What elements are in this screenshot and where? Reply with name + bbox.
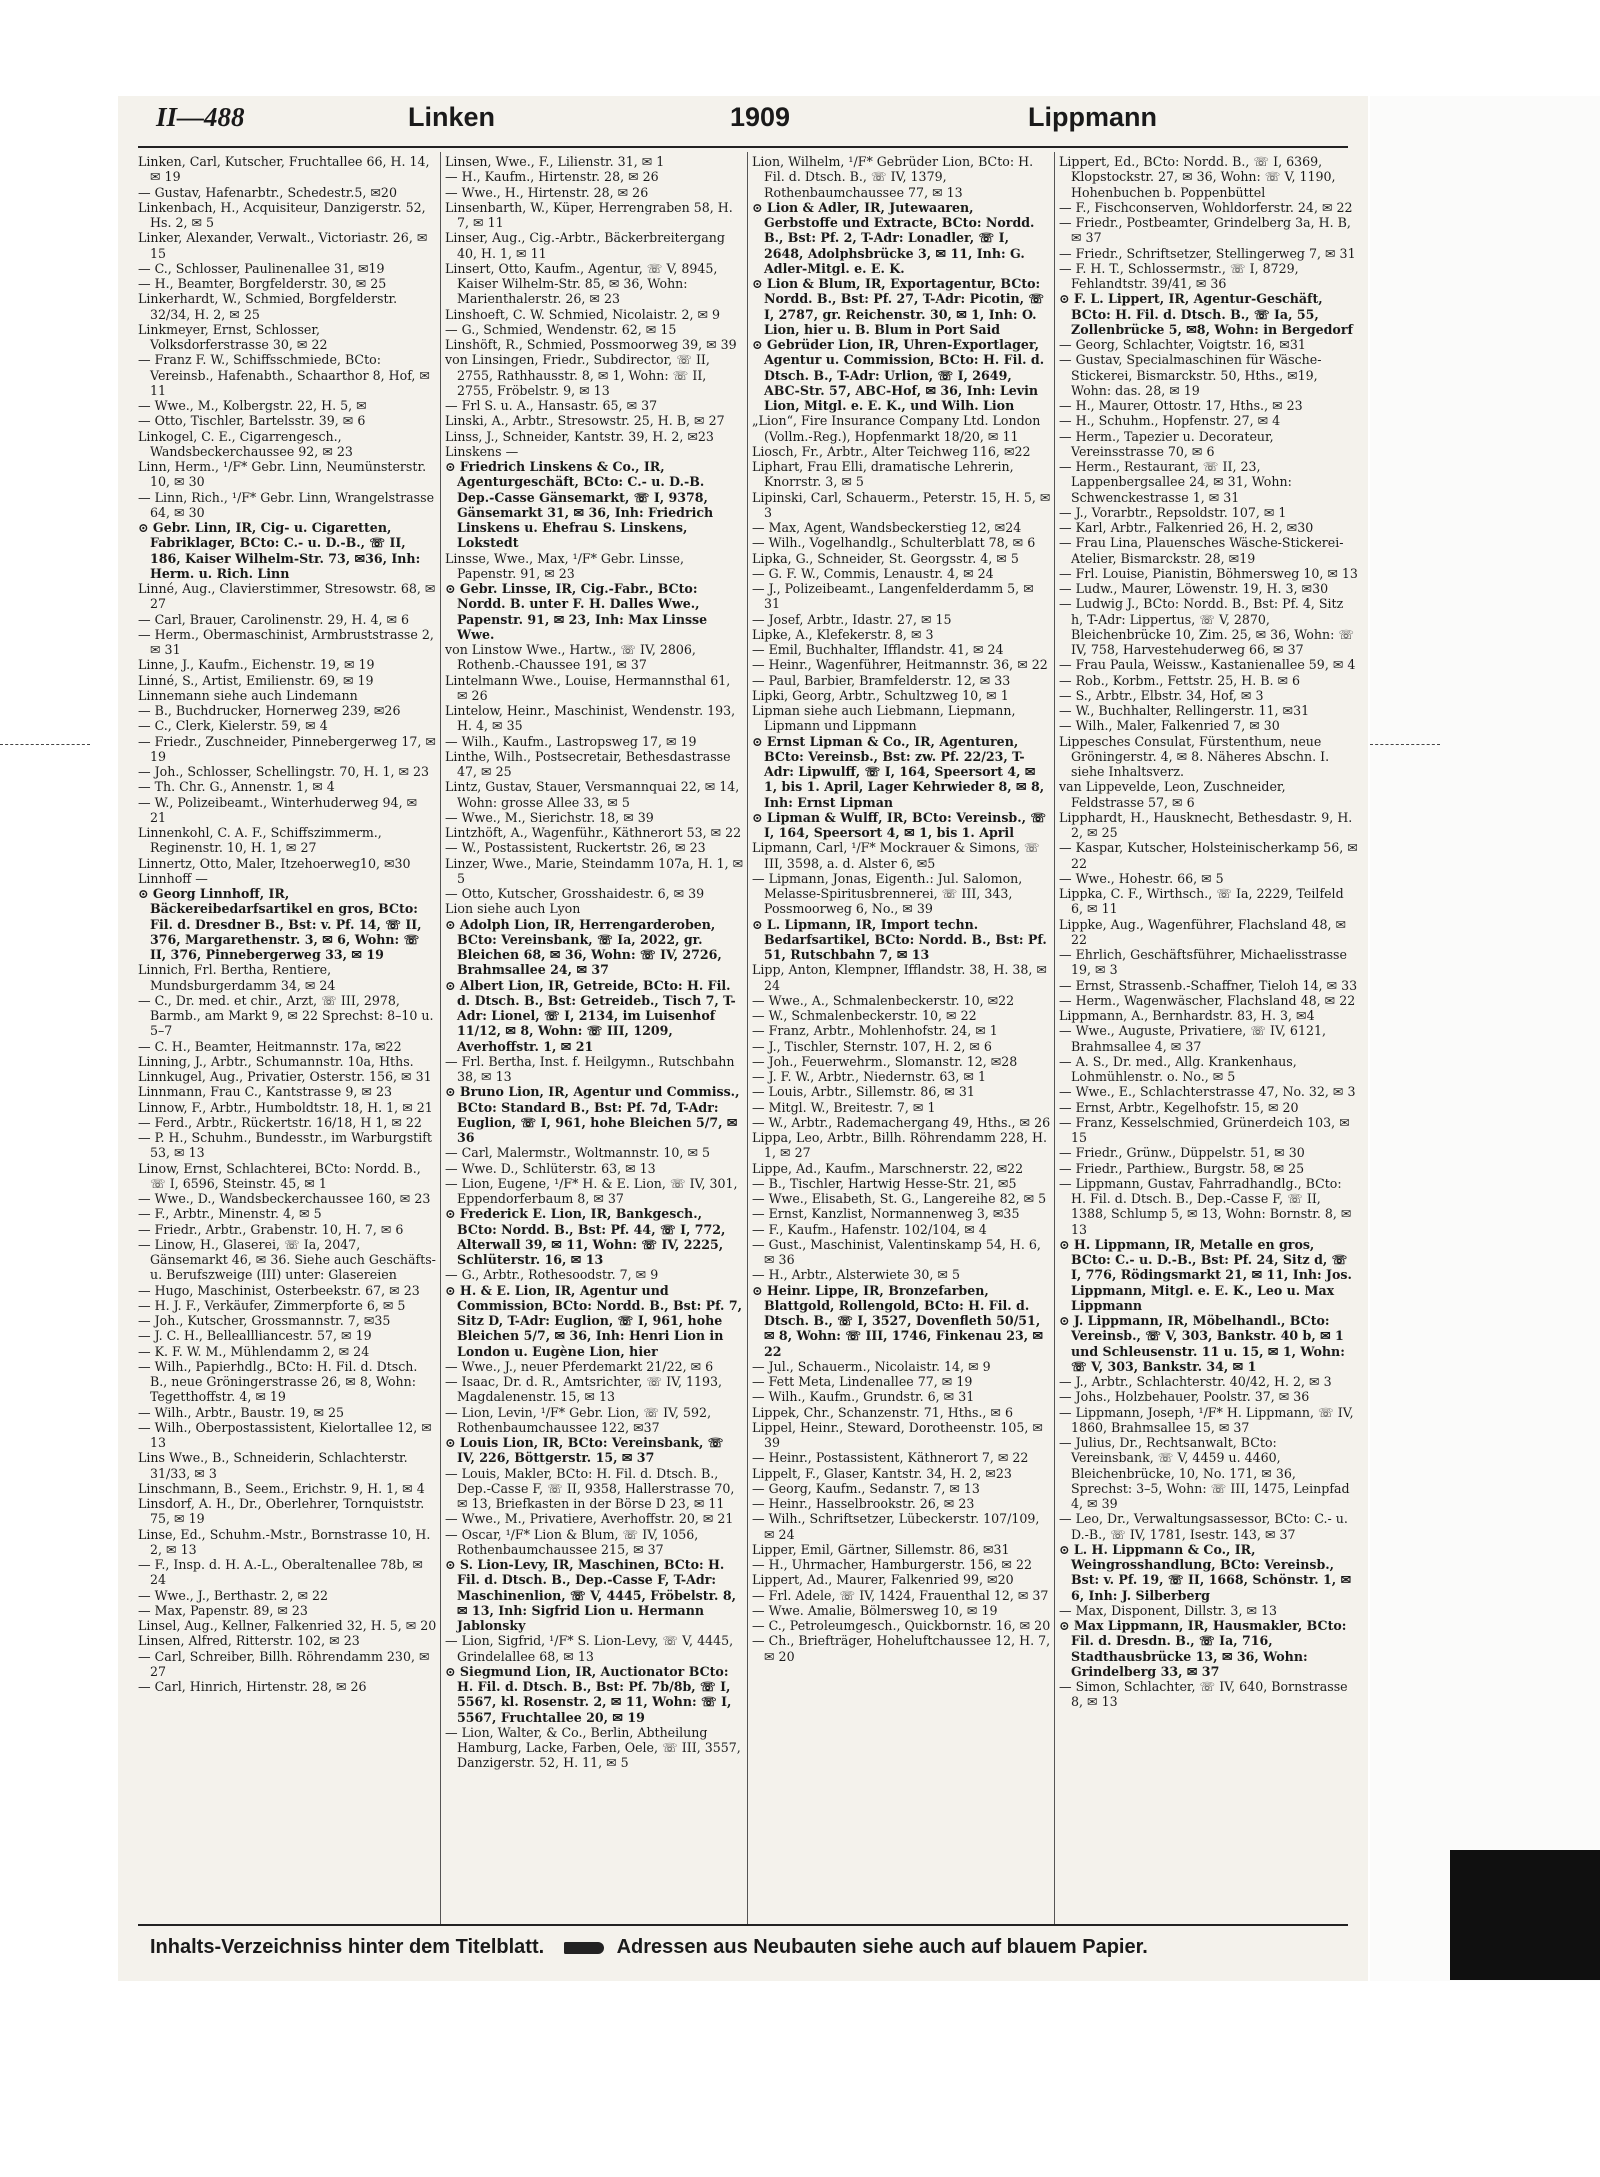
firm-entry: ⊙ Georg Linnhoff, IR, Bäckereibedarfsartikel en gros, BCto: Fil. d. Dresdner B., Bst: v. Pf. 14, ☏ II, 376, Margarethenstr. 3, ✉ 6, Wohn: ☏ II, 376, Pinnebergerweg 33, ✉ 19 [138,886,422,962]
left-running-title: Linken [408,102,496,132]
firm-entry: ⊙ Lipman & Wulff, IR, BCto: Vereinsb., ☏ I, 164, Speersort 4, ✉ 1, bis 1. April [752,809,1047,840]
directory-entry: — J., Tischler, Sternstr. 107, H. 2, ✉ 6 [752,1038,992,1054]
directory-entry: — Isaac, Dr. d. R., Amtsrichter, ☏ IV, 1193, Magdalenenstr. 15, ✉ 13 [445,1374,723,1405]
directory-entry: — W., Schmalenbeckerstr. 10, ✉ 22 [752,1008,977,1023]
directory-entry: — Otto, Kutscher, Grosshaidestr. 6, ✉ 39 [445,886,705,901]
directory-entry: Lintzhöft, A., Wagenführ., Käthnerort 53, ✉ 22 [445,825,742,840]
directory-entry: — Lippmann, Joseph, ¹/F* H. Lippmann, ☏ IV, 1860, Brahmsallee 15, ✉ 37 [1059,1404,1354,1435]
directory-entry: — Heinr., Postassistent, Käthnerort 7, ✉ 22 [752,1450,1029,1466]
directory-entry: — Wilh., Maler, Falkenried 7, ✉ 30 [1059,718,1280,734]
directory-entry: Linnich, Frl. Bertha, Rentiere, Mundsburgerdamm 34, ✉ 24 [138,962,336,993]
directory-entry: — Julius, Dr., Rechtsanwalt, BCto: Vereinsbank, ☏ V, 4459 u. 4460, Bleichenbrücke, 10, No. 171, ✉ 36, Sprechst: 3–5, Wohn: ☏ III, 1475, Leinpfad 4, ✉ 39 [1059,1435,1350,1511]
firm-entry: ⊙ J. Lippmann, IR, Möbelhandl., BCto: Vereinsb., ☏ V, 303, Bankstr. 40 b, ✉ 1 und Schleusenstr. 11 u. 15, ✉ 1, Wohn: ☏ V, 303, Bankstr. 34, ✉ 1 [1059,1313,1345,1374]
right-running-title: Lippmann [1028,102,1157,132]
directory-entry: — Friedr., Zuschneider, Pinnebergerweg 17, ✉ 19 [138,733,436,764]
directory-entry: — Wwe., M., Privatiere, Averhoffstr. 20, ✉ 21 [445,1511,734,1527]
directory-entry: — Herm., Tapezier u. Decorateur, Vereinsstrasse 70, ✉ 6 [1059,428,1274,459]
directory-entry: Lipp, Anton, Klempner, Ifflandstr. 38, H. 38, ✉ 24 [752,962,1047,993]
directory-entry: Linkogel, C. E., Cigarrengesch., Wandsbeckerchaussee 92, ✉ 23 [138,428,353,459]
column-4 [1059,154,1358,1922]
directory-entry: — Wwe. Amalie, Bölmersweg 10, ✉ 19 [752,1602,998,1618]
directory-entry: Linshoeft, C. W. Schmied, Nicolaistr. 2, ✉ 9 [445,306,721,322]
column-divider [440,152,441,1924]
directory-entry: „Lion“, Fire Insurance Company Ltd. London (Vollm.-Reg.), Hopfenmarkt 18/20, ✉ 11 [752,413,1041,444]
directory-entry: — Hugo, Maschinist, Osterbeekstr. 67, ✉ 23 [138,1282,420,1298]
directory-entry: Linnkugel, Aug., Privatier, Osterstr. 156, ✉ 31 [138,1069,432,1084]
directory-entry: — Heinr., Hasselbrookstr. 26, ✉ 23 [752,1496,975,1511]
directory-entry: — H., Uhrmacher, Hamburgerstr. 156, ✉ 22 [752,1557,1032,1572]
directory-entry: — Lion, Walter, & Co., Berlin, Abtheilung Hamburg, Lacke, Farben, Oele, ☏ III, 3557, Danzigerstr. 52, H. 11, ✉ 5 [445,1724,741,1771]
directory-entry: — Max, Disponent, Dillstr. 3, ✉ 13 [1059,1602,1278,1618]
directory-entry: — H. J. F., Verkäufer, Zimmerpforte 6, ✉ 5 [138,1297,406,1313]
directory-entry: — Wilh., Kaufm., Grundstr. 6, ✉ 31 [752,1389,975,1405]
directory-entry: Lippka, C. F., Wirthsch., ☏ Ia, 2229, Teilfeld 6, ✉ 11 [1059,886,1344,917]
directory-entry: — Otto, Tischler, Bartelsstr. 39, ✉ 6 [138,413,366,429]
directory-entry: — Frau Paula, Weissw., Kastanienallee 59, ✉ 4 [1059,657,1356,673]
directory-entry: — Wwe., H., Hirtenstr. 28, ✉ 26 [445,184,649,200]
directory-entry: Lipka, G., Schneider, St. Georgsstr. 4, ✉ 5 [752,550,1019,566]
directory-entry: — Herm., Obermaschinist, Armbruststrasse 2, ✉ 31 [138,626,434,657]
directory-entry: Lippel, Heinr., Steward, Dorotheenstr. 105, ✉ 39 [752,1419,1043,1450]
column-2 [445,154,744,1922]
directory-entry: — Frl. Bertha, Inst. f. Heilgymn., Rutschbahn 38, ✉ 13 [445,1053,735,1084]
directory-entry: — Wilh., Arbtr., Baustr. 19, ✉ 25 [138,1404,345,1420]
directory-entry: Linn, Herm., ¹/F* Gebr. Linn, Neumünsterstr. 10, ✉ 30 [138,459,427,490]
directory-entry: — Wwe., J., neuer Pferdemarkt 21/22, ✉ 6 [445,1358,714,1374]
directory-entry: Linthe, Wilh., Postsecretair, Bethesdastrasse 47, ✉ 25 [445,748,731,779]
directory-entry: Liphart, Frau Elli, dramatische Lehrerin, Knorrstr. 3, ✉ 5 [752,459,1014,490]
directory-entry: Linzer, Wwe., Marie, Steindamm 107a, H. 1, ✉ 5 [445,855,744,886]
directory-entry: — J., Polizeibeamt., Langenfelderdamm 5, ✉ 31 [752,581,1034,612]
directory-entry: — F., Arbtr., Minenstr. 4, ✉ 5 [138,1206,322,1222]
directory-entry: Linsenbarth, W., Küper, Herrengraben 58, H. 7, ✉ 11 [445,199,733,230]
directory-entry: — Ferd., Arbtr., Rückertstr. 16/18, H 1, ✉ 22 [138,1114,422,1130]
directory-entry: — F., Fischconserven, Wohldorferstr. 24, ✉ 22 [1059,199,1353,215]
directory-entry: Lippke, Aug., Wagenführer, Flachsland 48, ✉ 22 [1059,916,1347,947]
directory-entry: — W., Polizeibeamt., Winterhuderweg 94, ✉ 21 [138,794,418,825]
directory-entry: — H., Kaufm., Hirtenstr. 28, ✉ 26 [445,169,659,185]
directory-entry: Linkenbach, H., Acquisiteur, Danzigerstr. 52, Hs. 2, ✉ 5 [138,199,426,230]
directory-entry: Linss, J., Schneider, Kantstr. 39, H. 2, ✉23 [445,428,714,444]
directory-entry: Linkmeyer, Ernst, Schlosser, Volksdorferstrasse 30, ✉ 22 [138,321,328,352]
directory-entry: Linsen, Wwe., F., Lilienstr. 31, ✉ 1 [445,154,665,169]
column-divider [747,152,748,1924]
directory-page [118,96,1368,1981]
directory-entry: Linser, Aug., Cig.-Arbtr., Bäckerbreitergang 40, H. 1, ✉ 11 [445,230,725,261]
directory-entry: — Kaspar, Kutscher, Holsteinischerkamp 56, ✉ 22 [1059,840,1358,871]
directory-entry: — G., Arbtr., Rothesoodstr. 7, ✉ 9 [445,1267,659,1283]
directory-entry: — Frl. Louise, Pianistin, Böhmersweg 10, ✉ 13 [1059,565,1358,581]
directory-entry: — B., Buchdrucker, Hornerweg 239, ✉26 [138,703,401,718]
directory-entry: — Franz, Kesselschmied, Grünerdeich 103, ✉ 15 [1059,1114,1350,1145]
directory-entry: Linnow, F., Arbtr., Humboldtstr. 18, H. 1, ✉ 21 [138,1099,433,1115]
directory-entry: — Mitgl. W., Breitestr. 7, ✉ 1 [752,1099,936,1115]
directory-entry: Lipinski, Carl, Schauerm., Peterstr. 15, H. 5, ✉ 3 [752,489,1051,520]
directory-entry: — J., Arbtr., Schlachterstr. 40/42, H. 2, ✉ 3 [1059,1374,1332,1389]
directory-entry: Linsse, Wwe., Max, ¹/F* Gebr. Linsse, Papenstr. 91, ✉ 23 [445,550,685,581]
directory-entry: Linnmann, Frau C., Kantstrasse 9, ✉ 23 [138,1084,392,1100]
directory-entry: — Josef, Arbtr., Idastr. 27, ✉ 15 [752,611,952,627]
directory-entry: Lippe, Ad., Kaufm., Marschnerstr. 22, ✉22 [752,1160,1024,1176]
directory-entry: — H., Schuhm., Hopfenstr. 27, ✉ 4 [1059,413,1281,429]
firm-entry: ⊙ F. L. Lippert, IR, Agentur-Geschäft, BCto: H. Fil. d. Dtsch. B., ☏ Ia, 55, Zollenbrücke 5, ✉8, Wohn: in Bergedorf [1059,291,1353,337]
directory-entry: — Lipmann, Jonas, Eigenth.: Jul. Salomon, Melasse-Spiritusbrennerei, ☏ III, 343, Possmoorweg 6, No., ✉ 39 [752,870,1023,917]
directory-entry: Lipki, Georg, Arbtr., Schultzweg 10, ✉ 1 [752,687,1009,703]
column-1 [138,154,437,1922]
directory-entry: Liosch, Fr., Arbtr., Alter Teichweg 116, ✉22 [752,443,1031,459]
directory-entry: Lintelow, Heinr., Maschinist, Wendenstr. 193, H. 4, ✉ 35 [445,703,736,734]
directory-entry: Linow, Ernst, Schlachterei, BCto: Nordd. B., ☏ I, 6596, Steinstr. 45, ✉ 1 [138,1160,421,1191]
directory-entry: Lippesches Consulat, Fürstenthum, neue Gröningerstr. 4, ✉ 8. Näheres Abschn. I. siehe Inhaltsverz. [1059,733,1330,779]
directory-entry: — Louis, Arbtr., Sillemstr. 86, ✉ 31 [752,1084,975,1100]
directory-entry: — Wwe. D., Schlüterstr. 63, ✉ 13 [445,1160,656,1176]
directory-entry: — Max, Agent, Wandsbeckerstieg 12, ✉24 [752,520,1022,535]
directory-entry: — Paul, Barbier, Bramfelderstr. 12, ✉ 33 [752,672,1011,688]
directory-entry: — Ernst, Arbtr., Kegelhofstr. 15, ✉ 20 [1059,1099,1299,1115]
directory-entry: — J., Vorarbtr., Repsoldstr. 107, ✉ 1 [1059,504,1287,520]
directory-entry: — Ch., Briefträger, Hoheluftchaussee 12, H. 7, ✉ 20 [752,1633,1051,1664]
directory-entry: — Frl. Adele, ☏ IV, 1424, Frauenthal 12, ✉ 37 [752,1587,1049,1603]
directory-entry: — Carl, Schreiber, Billh. Röhrendamm 230, ✉ 27 [138,1648,430,1679]
directory-entry: — F., Kaufm., Hafenstr. 102/104, ✉ 4 [752,1221,987,1237]
directory-entry: Lippmann, A., Bernhardstr. 83, H. 3, ✉4 [1059,1008,1315,1023]
directory-entry: Linse, Ed., Schuhm.-Mstr., Bornstrasse 10, H. 2, ✉ 13 [138,1526,431,1557]
footer-address-note: Adressen aus Neubauten siehe auch auf blauem Papier. [616,1936,1148,1958]
directory-entry: — Gustav, Specialmaschinen für Wäsche-Stickerei, Bismarckstr. 50, Hths., ✉19, Wohn: das. 28, ✉ 19 [1059,352,1322,398]
firm-entry: ⊙ Lion & Blum, IR, Exportagentur, BCto: Nordd. B., Bst: Pf. 27, T-Adr: Picotin, ☏ I, 2787, gr. Reichenstr. 30, ✉ 1, Inh: O. Lion, hier u. B. Blum in Port Said [752,276,1045,337]
firm-entry: ⊙ H. & E. Lion, IR, Agentur und Commission, BCto: Nordd. B., Bst: Pf. 7, Sitz D, T-Adr: Euglion, ☏ I, 961, hohe Bleichen 5/7, ✉ 36, Inh: Henri Lion in London u. Eugène Lion, hier [445,1282,742,1359]
directory-entry: Lippa, Leo, Arbtr., Billh. Röhrendamm 228, H. 1, ✉ 27 [752,1130,1048,1161]
directory-entry: — Wilh., Kaufm., Lastropsweg 17, ✉ 19 [445,733,697,749]
directory-entry: — Gust., Maschinist, Valentinskamp 54, H. 6, ✉ 36 [752,1236,1041,1267]
directory-entry: — Franz F. W., Schiffsschmiede, BCto: Vereinsb., Hafenabth., Schaarthor 8, Hof, ✉ 11 [138,352,430,398]
directory-entry: Linnemann siehe auch Lindemann [138,687,358,703]
directory-entry: — Ludwig J., BCto: Nordd. B., Bst: Pf. 4, Sitz h, T-Adr: Lippertus, ☏ V, 2870, Bleichenbrücke 10, Zim. 25, ✉ 36, Wohn: ☏ IV, 758, Harvestehuderweg 66, ✉ 37 [1059,596,1355,657]
directory-entry: — F., Insp. d. H. A.-L., Oberaltenallee 78b, ✉ 24 [138,1557,423,1588]
directory-entry: — Ludw., Maurer, Löwenstr. 19, H. 3, ✉30 [1059,581,1329,596]
directory-entry: Linkerhardt, W., Schmied, Borgfelderstr. 32/34, H. 2, ✉ 25 [138,291,398,322]
directory-entry: — Frau Lina, Plauensches Wäsche-Stickerei-Atelier, Bismarckstr. 28, ✉19 [1059,535,1344,566]
directory-entry: — Lion, Levin, ¹/F* Gebr. Lion, ☏ IV, 592, Rothenbaumchaussee 122, ✉37 [445,1404,712,1435]
directory-entry: Lipper, Emil, Gärtner, Sillemstr. 86, ✉31 [752,1541,1010,1557]
firm-entry: ⊙ Adolph Lion, IR, Herrengarderoben, BCto: Vereinsbank, ☏ Ia, 2022, gr. Bleichen 68, ✉ 36, Wohn: ☏ IV, 2726, Brahmsallee 24, ✉ 37 [445,916,722,978]
directory-entry: — Franz, Arbtr., Mohlenhofstr. 24, ✉ 1 [752,1023,998,1039]
directory-entry: Linning, J., Arbtr., Schumannstr. 10a, Hths. [138,1053,414,1069]
directory-entry: — Karl, Arbtr., Falkenried 26, H. 2, ✉30 [1059,520,1314,535]
pointing-hand-icon [564,1942,604,1954]
directory-entry: — Ehrlich, Geschäftsführer, Michaelisstrasse 19, ✉ 3 [1059,947,1347,978]
page-number: II—488 [156,102,245,132]
firm-entry: ⊙ Gebrüder Lion, IR, Uhren-Exportlager, Agentur u. Commission, BCto: H. Fil. d. Dtsch. B., T-Adr: Urlion, ☏ I, 2649, ABC-Str. 57, ABC-Hof, ✉ 36, Inh: Levin Lion, Mitgl. e. E. K., und Wilh. Lion [752,337,1045,413]
directory-entry: — Emil, Buchhalter, Ifflandstr. 41, ✉ 24 [752,642,1004,657]
directory-entry: — Jul., Schauerm., Nicolaistr. 14, ✉ 9 [752,1358,991,1374]
directory-entry: — J. F. W., Arbtr., Niedernstr. 63, ✉ 1 [752,1069,987,1084]
firm-entry: ⊙ Louis Lion, IR, BCto: Vereinsbank, ☏ IV, 226, Böttgerstr. 15, ✉ 37 [445,1435,724,1466]
directory-entry: — B., Tischler, Hartwig Hesse-Str. 21, ✉5 [752,1175,1017,1191]
directory-entry: — Fett Meta, Lindenallee 77, ✉ 19 [752,1374,973,1389]
directory-entry: — C., Petroleumgesch., Quickbornstr. 16, ✉ 20 [752,1618,1051,1633]
firm-entry: ⊙ Heinr. Lippe, IR, Bronzefarben, Blattgold, Rollengold, BCto: H. Fil. d. Dtsch. B., ☏ I, 3527, Dovenfleth 50/51, ✉ 8, Wohn: ☏ III, 1746, Finkenau 23, ✉ 22 [752,1282,1044,1359]
directory-entry: — Linow, H., Glaserei, ☏ Ia, 2047, Gänsemarkt 46, ✉ 36. Siehe auch Geschäfts- u. Berufszweige (III) unter: Glasereien [138,1236,436,1283]
directory-entry: — Georg, Schlachter, Voigtstr. 16, ✉31 [1059,337,1306,352]
directory-entry: — Friedr., Schriftsetzer, Stellingerweg 7, ✉ 31 [1059,245,1356,261]
directory-entry: — W., Postassistent, Ruckertstr. 26, ✉ 23 [445,840,706,856]
directory-entry: — C. H., Beamter, Heitmannstr. 17a, ✉22 [138,1038,402,1054]
directory-entry: — W., Buchhalter, Rellingerstr. 11, ✉31 [1059,703,1310,718]
directory-entry: Linné, Aug., Clavierstimmer, Stresowstr. 68, ✉ 27 [138,581,436,612]
scan-edge-shadow [1450,1850,1600,1980]
directory-entry: — Linn, Rich., ¹/F* Gebr. Linn, Wrangelstrasse 64, ✉ 30 [138,489,435,520]
directory-entry: — Wwe., M., Kolbergstr. 22, H. 5, ✉ [138,398,367,413]
directory-entry: — Herm., Wagenwäscher, Flachsland 48, ✉ 22 [1059,992,1356,1008]
footer-index-note: Inhalts-Verzeichniss hinter dem Titelblatt. [150,1936,545,1958]
directory-entry: — Rob., Korbm., Fettstr. 25, H. B. ✉ 6 [1059,672,1301,688]
firm-entry: ⊙ Friedrich Linskens & Co., IR, Agenturgeschäft, BCto: C.- u. D.-B. Dep.-Casse Gänsemarkt, ☏ I, 9378, Gänsemarkt 31, ✉ 36, Inh: Friedrich Linskens u. Ehefrau S. Linskens, Lokstedt [445,459,714,551]
directory-entry: — Wwe., Elisabeth, St. G., Langereihe 82, ✉ 5 [752,1191,1047,1206]
directory-entry: von Linsingen, Friedr., Subdirector, ☏ II, 2755, Rathhausstr. 8, ✉ 1, Wohn: ☏ II, 2755, Fröbelstr. 9, ✉ 13 [445,352,710,398]
directory-entry: Linsen, Alfred, Ritterstr. 102, ✉ 23 [138,1633,360,1649]
directory-entry: — Frl S. u. A., Hansastr. 65, ✉ 37 [445,398,658,413]
directory-entry: — Gustav, Hafenarbtr., Schedestr.5, ✉20 [138,184,397,200]
directory-entry: — Wilh., Schriftsetzer, Lübeckerstr. 107/109, ✉ 24 [752,1511,1040,1542]
directory-entry: Lippert, Ad., Maurer, Falkenried 99, ✉20 [752,1572,1014,1588]
directory-entry: Linné, S., Artist, Emilienstr. 69, ✉ 19 [138,672,374,688]
directory-entry: Lion, Wilhelm, ¹/F* Gebrüder Lion, BCto: H. Fil. d. Dtsch. B., ☏ IV, 1379, Rothenbaumchaussee 77, ✉ 13 [752,154,1034,200]
directory-entry: — Friedr., Grünw., Düppelstr. 51, ✉ 30 [1059,1145,1305,1161]
directory-entry: Linsel, Aug., Kellner, Falkenried 32, H. 5, ✉ 20 [138,1618,437,1633]
firm-entry: ⊙ L. Lipmann, IR, Import techn. Bedarfsartikel, BCto: Nordd. B., Bst: Pf. 51, Rutschbahn 7, ✉ 13 [752,916,1047,962]
firm-entry: ⊙ H. Lippmann, IR, Metalle en gros, BCto: C.- u. D.-B., Bst: Pf. 24, Sitz d, ☏ I, 776, Rödingsmarkt 21, ✉ 11, Inh: Jos. Lippmann, Mitgl. e. E. K., Leo u. Max Lippmann [1059,1236,1352,1313]
directory-entry: — Louis, Makler, BCto: H. Fil. d. Dtsch. B., Dep.-Casse F, ☏ II, 9358, Hallerstrasse 70, ✉ 13, Briefkasten in der Börse D 23, ✉ 11 [445,1465,735,1511]
adjacent-page-margin [1370,96,1600,1981]
directory-entry: — Wwe., A., Schmalenbeckerstr. 10, ✉22 [752,992,1015,1008]
directory-entry: Linne, J., Kaufm., Eichenstr. 19, ✉ 19 [138,657,375,673]
directory-entry: — H., Arbtr., Alsterwiete 30, ✉ 5 [752,1267,960,1283]
directory-entry: — Wwe., J., Berthastr. 2, ✉ 22 [138,1587,329,1603]
directory-entry: — A. S., Dr. med., Allg. Krankenhaus, Lohmühlenstr. o. No., ✉ 5 [1059,1053,1297,1084]
directory-entry: — Wilh., Vogelhandlg., Schulterblatt 78, ✉ 6 [752,535,1036,551]
firm-entry: ⊙ Albert Lion, IR, Getreide, BCto: H. Fil. d. Dtsch. B., Bst: Getreideb., Tisch 7, T-Adr: Lionel, ☏ I, 2134, im Luisenhof 11/12, ✉ 8, Wohn: ☏ III, 1209, Averhoffstr. 1, ✉ 21 [445,977,736,1054]
directory-entry: — Johs., Holzbehauer, Poolstr. 37, ✉ 36 [1059,1389,1310,1405]
directory-entry: Linskens — [445,443,519,459]
directory-entry: Lippek, Chr., Schanzenstr. 71, Hths., ✉ 6 [752,1404,1013,1420]
directory-entry: Linken, Carl, Kutscher, Fruchtallee 66, H. 14, ✉ 19 [138,154,430,185]
directory-entry: — Friedr., Postbeamter, Grindelberg 3a, H. B, ✉ 37 [1059,215,1351,246]
firm-entry: ⊙ Max Lippmann, IR, Hausmakler, BCto: Fil. d. Dresdn. B., ☏ Ia, 716, Stadthausbrücke 13, ✉ 36, Wohn: Grindelberg 33, ✉ 37 [1059,1618,1347,1679]
directory-entry: — Heinr., Wagenführer, Heitmannstr. 36, ✉ 22 [752,657,1048,673]
directory-entry: — Friedr., Parthiew., Burgstr. 58, ✉ 25 [1059,1160,1305,1176]
directory-entry: — Wwe., E., Schlachterstrasse 47, No. 32, ✉ 3 [1059,1084,1356,1100]
directory-entry: — Friedr., Arbtr., Grabenstr. 10, H. 7, ✉ 6 [138,1221,404,1237]
firm-entry: ⊙ Gebr. Linsse, IR, Cig.-Fabr., BCto: Nordd. B. unter F. H. Dalles Wwe., Papenstr. 91, ✉ 23, Inh: Max Linsse Wwe. [445,581,708,642]
directory-entry: Lipke, A., Klefekerstr. 8, ✉ 3 [752,626,934,642]
directory-entry: — Wilh., Papierhdlg., BCto: H. Fil. d. Dtsch. B., neue Gröningerstrasse 26, ✉ 8, Wohn: Tegetthoffstr. 4, ✉ 19 [138,1358,418,1405]
directory-entry: — Lippmann, Gustav, Fahrradhandlg., BCto: H. Fil. d. Dtsch. B., Dep.-Casse F, ☏ II, 1388, Schlump 5, ✉ 13, Wohn: Bornstr. 8, ✉ 13 [1059,1175,1352,1237]
directory-entry: Lins Wwe., B., Schneiderin, Schlachterstr. 31/33, ✉ 3 [138,1450,408,1481]
directory-entry: Lippelt, F., Glaser, Kantstr. 34, H. 2, ✉23 [752,1465,1012,1481]
directory-entry: Linker, Alexander, Verwalt., Victoriastr. 26, ✉ 15 [138,230,428,261]
firm-entry: ⊙ S. Lion-Levy, IR, Maschinen, BCto: H. Fil. d. Dtsch. B., Dep.-Casse F, T-Adr: Maschinenlion, ☏ V, 4445, Fröbelstr. 8, ✉ 13, Inh: Sigfrid Lion u. Hermann Jablonsky [445,1557,736,1633]
directory-entry: Lippert, Ed., BCto: Nordd. B., ☏ I, 6369, Klopstockstr. 27, ✉ 36, Wohn: ☏ V, 1190, Hohenbuchen b. Poppenbüttel [1059,154,1336,200]
directory-entry: Lintz, Gustav, Stauer, Versmannquai 22, ✉ 14, Wohn: grosse Allee 33, ✉ 5 [445,779,740,810]
directory-entry: van Lippevelde, Leon, Zuschneider, Feldstrasse 57, ✉ 6 [1059,779,1286,810]
directory-entry: — Wwe., Auguste, Privatiere, ☏ IV, 6121, Brahmsallee 4, ✉ 37 [1059,1023,1326,1054]
firm-entry: ⊙ Bruno Lion, IR, Agentur und Commiss., BCto: Standard B., Bst: Pf. 7d, T-Adr: Euglion, ☏ I, 961, hohe Bleichen 5/7, ✉ 36 [445,1084,740,1145]
firm-entry: ⊙ Gebr. Linn, IR, Cig- u. Cigaretten, Fabriklager, BCto: C.- u. D.-B., ☏ II, 186, Kaiser Wilhelm-Str. 73, ✉36, Inh: Herm. u. Rich. Linn [138,520,421,581]
directory-entry: — Wwe., Hohestr. 66, ✉ 5 [1059,870,1224,886]
directory-entry: Lion siehe auch Lyon [445,901,581,917]
right-fold-mark [1370,744,1440,745]
page-footer [150,1936,1348,1959]
firm-entry: ⊙ L. H. Lippmann & Co., IR, Weingrosshandlung, BCto: Vereinsb., Bst: v. Pf. 19, ☏ II, 1668, Schönstr. 1, ✉ 6, Inh: J. Silberberg [1059,1541,1352,1603]
directory-entry: Lipmann, Carl, ¹/F* Mockrauer & Simons, ☏ III, 3598, a. d. Alster 6, ✉5 [752,840,1040,871]
directory-entry: Linnhoff — [138,870,208,886]
header-rule [138,146,1348,148]
column-divider [1054,152,1055,1924]
directory-entry: — Joh., Kutscher, Grossmannstr. 7, ✉35 [138,1313,391,1328]
directory-entry: — P. H., Schuhm., Bundesstr., im Warburgstift 53, ✉ 13 [138,1130,432,1161]
directory-entry: — Oscar, ¹/F* Lion & Blum, ☏ IV, 1056, Rothenbaumchaussee 215, ✉ 37 [445,1526,699,1557]
directory-entry: Lintelmann Wwe., Louise, Hermannsthal 61, ✉ 26 [445,672,731,703]
directory-entry: — Carl, Brauer, Carolinenstr. 29, H. 4, ✉ 6 [138,611,410,627]
directory-entry: — Leo, Dr., Verwaltungsassessor, BCto: C.- u. D.-B., ☏ IV, 1781, Isestr. 143, ✉ 37 [1059,1511,1348,1542]
directory-entry: — F. H. T., Schlossermstr., ☏ I, 8729, Fehlandtstr. 39/41, ✉ 36 [1059,260,1299,291]
directory-entry: — G., Schmied, Wendenstr. 62, ✉ 15 [445,321,677,337]
directory-entry: — G. F. W., Commis, Lenaustr. 4, ✉ 24 [752,565,994,581]
directory-entry: von Linstow Wwe., Hartw., ☏ IV, 2806, Rothenb.-Chaussee 191, ✉ 37 [445,642,696,673]
directory-entry: — Lion, Eugene, ¹/F* H. & E. Lion, ☏ IV, 301, Eppendorferbaum 8, ✉ 37 [445,1175,738,1206]
year: 1909 [730,102,791,132]
directory-entry: Linschmann, B., Seem., Erichstr. 9, H. 1, ✉ 4 [138,1480,425,1496]
directory-entry: — Herm., Restaurant, ☏ II, 23, Lappenbergsallee 24, ✉ 31, Wohn: Schwenckestrasse 1, ✉ 31 [1059,459,1292,505]
directory-entry: Lipman siehe auch Liebmann, Liepmann, Lipmann und Lippmann [752,703,1016,734]
directory-entry: — W., Arbtr., Rademachergang 49, Hths., ✉ 26 [752,1114,1051,1130]
firm-entry: ⊙ Siegmund Lion, IR, Auctionator BCto: H. Fil. d. Dtsch. B., Bst: Pf. 7b/8b, ☏ I, 5567, kl. Rosenstr. 2, ✉ 11, Wohn: ☏ I, 5567, Fruchtallee 20, ✉ 19 [445,1663,732,1725]
directory-entry: — Joh., Schlosser, Schellingstr. 70, H. 1, ✉ 23 [138,764,430,779]
left-fold-mark [0,744,90,745]
page-header [118,102,1368,138]
directory-entry: — Carl, Malermstr., Woltmannstr. 10, ✉ 5 [445,1145,711,1161]
directory-entry: Linshöft, R., Schmied, Possmoorweg 39, ✉ 39 [445,337,737,352]
directory-entry: — Ernst, Strassenb.-Schaffner, Tieloh 14, ✉ 33 [1059,977,1358,993]
directory-entry: Linsdorf, A. H., Dr., Oberlehrer, Tornquiststr. 75, ✉ 19 [138,1496,425,1527]
directory-entry: Linnertz, Otto, Maler, Itzehoerweg10, ✉30 [138,855,411,871]
directory-entry: — C., Dr. med. et chir., Arzt, ☏ III, 2978, Barmb., am Markt 9, ✉ 22 Sprechst: 8–10 u. 5–7 [138,992,434,1039]
directory-entry: — K. F. W. M., Mühlendamm 2, ✉ 24 [138,1343,370,1359]
footer-rule [138,1924,1348,1926]
directory-entry: Linnenkohl, C. A. F., Schiffszimmerm., Reginenstr. 10, H. 1, ✉ 27 [138,825,382,856]
directory-entry: — Simon, Schlachter, ☏ IV, 640, Bornstrasse 8, ✉ 13 [1059,1679,1348,1710]
directory-entry: — Wwe., M., Sierichstr. 18, ✉ 39 [445,809,654,825]
directory-entry: — S., Arbtr., Elbstr. 34, Hof, ✉ 3 [1059,687,1264,703]
column-3 [752,154,1051,1922]
directory-entry: — H., Beamter, Borgfelderstr. 30, ✉ 25 [138,276,387,291]
directory-entry: — Max, Papenstr. 89, ✉ 23 [138,1602,308,1618]
directory-entry: — Joh., Feuerwehrm., Slomanstr. 12, ✉28 [752,1053,1018,1069]
directory-entry: — H., Maurer, Ottostr. 17, Hths., ✉ 23 [1059,398,1303,413]
firm-entry: ⊙ Ernst Lipman & Co., IR, Agenturen, BCto: Vereinsb., Bst: zw. Pf. 22/23, T-Adr: Lipwulff, ☏ I, 164, Speersort 4, ✉ 1, bis 1. April, Lager Kehrwieder 8, ✉ 8, Inh: Ernst Lipman [752,733,1045,810]
directory-entry: — Lion, Sigfrid, ¹/F* S. Lion-Levy, ☏ V, 4445, Grindelallee 68, ✉ 13 [445,1633,734,1664]
directory-entry: — C., Schlosser, Paulinenallee 31, ✉19 [138,260,385,276]
directory-entry: — Th. Chr. G., Annenstr. 1, ✉ 4 [138,779,335,795]
firm-entry: ⊙ Lion & Adler, IR, Jutewaaren, Gerbstoffe und Extracte, BCto: Nordd. B., Bst: Pf. 2, T-Adr: Lonadler, ☏ I, 2648, Adolphsbrücke 3, ✉ 11, Inh: G. Adler-Mitgl. e. E. K. [752,199,1035,276]
directory-entry: — Georg, Kaufm., Sedanstr. 7, ✉ 13 [752,1480,980,1496]
directory-entry: Lipphardt, H., Hausknecht, Bethesdastr. 9, H. 2, ✉ 25 [1059,809,1353,840]
directory-entry: — Wilh., Oberpostassistent, Kielortallee 12, ✉ 13 [138,1419,432,1450]
directory-entry: — C., Clerk, Kielerstr. 59, ✉ 4 [138,718,328,734]
directory-entry: Linski, A., Arbtr., Stresowstr. 25, H. B, ✉ 27 [445,413,725,429]
firm-entry: ⊙ Frederick E. Lion, IR, Bankgesch., BCto: Nordd. B., Bst: Pf. 44, ☏ I, 772, Alterwall 39, ✉ 11, Wohn: ☏ IV, 2225, Schlüterstr. 16, ✉ 13 [445,1206,726,1267]
directory-entry: — Ernst, Kanzlist, Normannenweg 3, ✉35 [752,1206,1020,1222]
directory-entry: — Wwe., D., Wandsbeckerchaussee 160, ✉ 23 [138,1191,431,1206]
directory-entry: Linsert, Otto, Kaufm., Agentur, ☏ V, 8945, Kaiser Wilhelm-Str. 85, ✉ 36, Wohn: Marienthalerstr. 26, ✉ 23 [445,260,718,307]
directory-entry: — J. C. H., Belleallliancestr. 57, ✉ 19 [138,1328,372,1344]
directory-entry: — Carl, Hinrich, Hirtenstr. 28, ✉ 26 [138,1679,367,1694]
